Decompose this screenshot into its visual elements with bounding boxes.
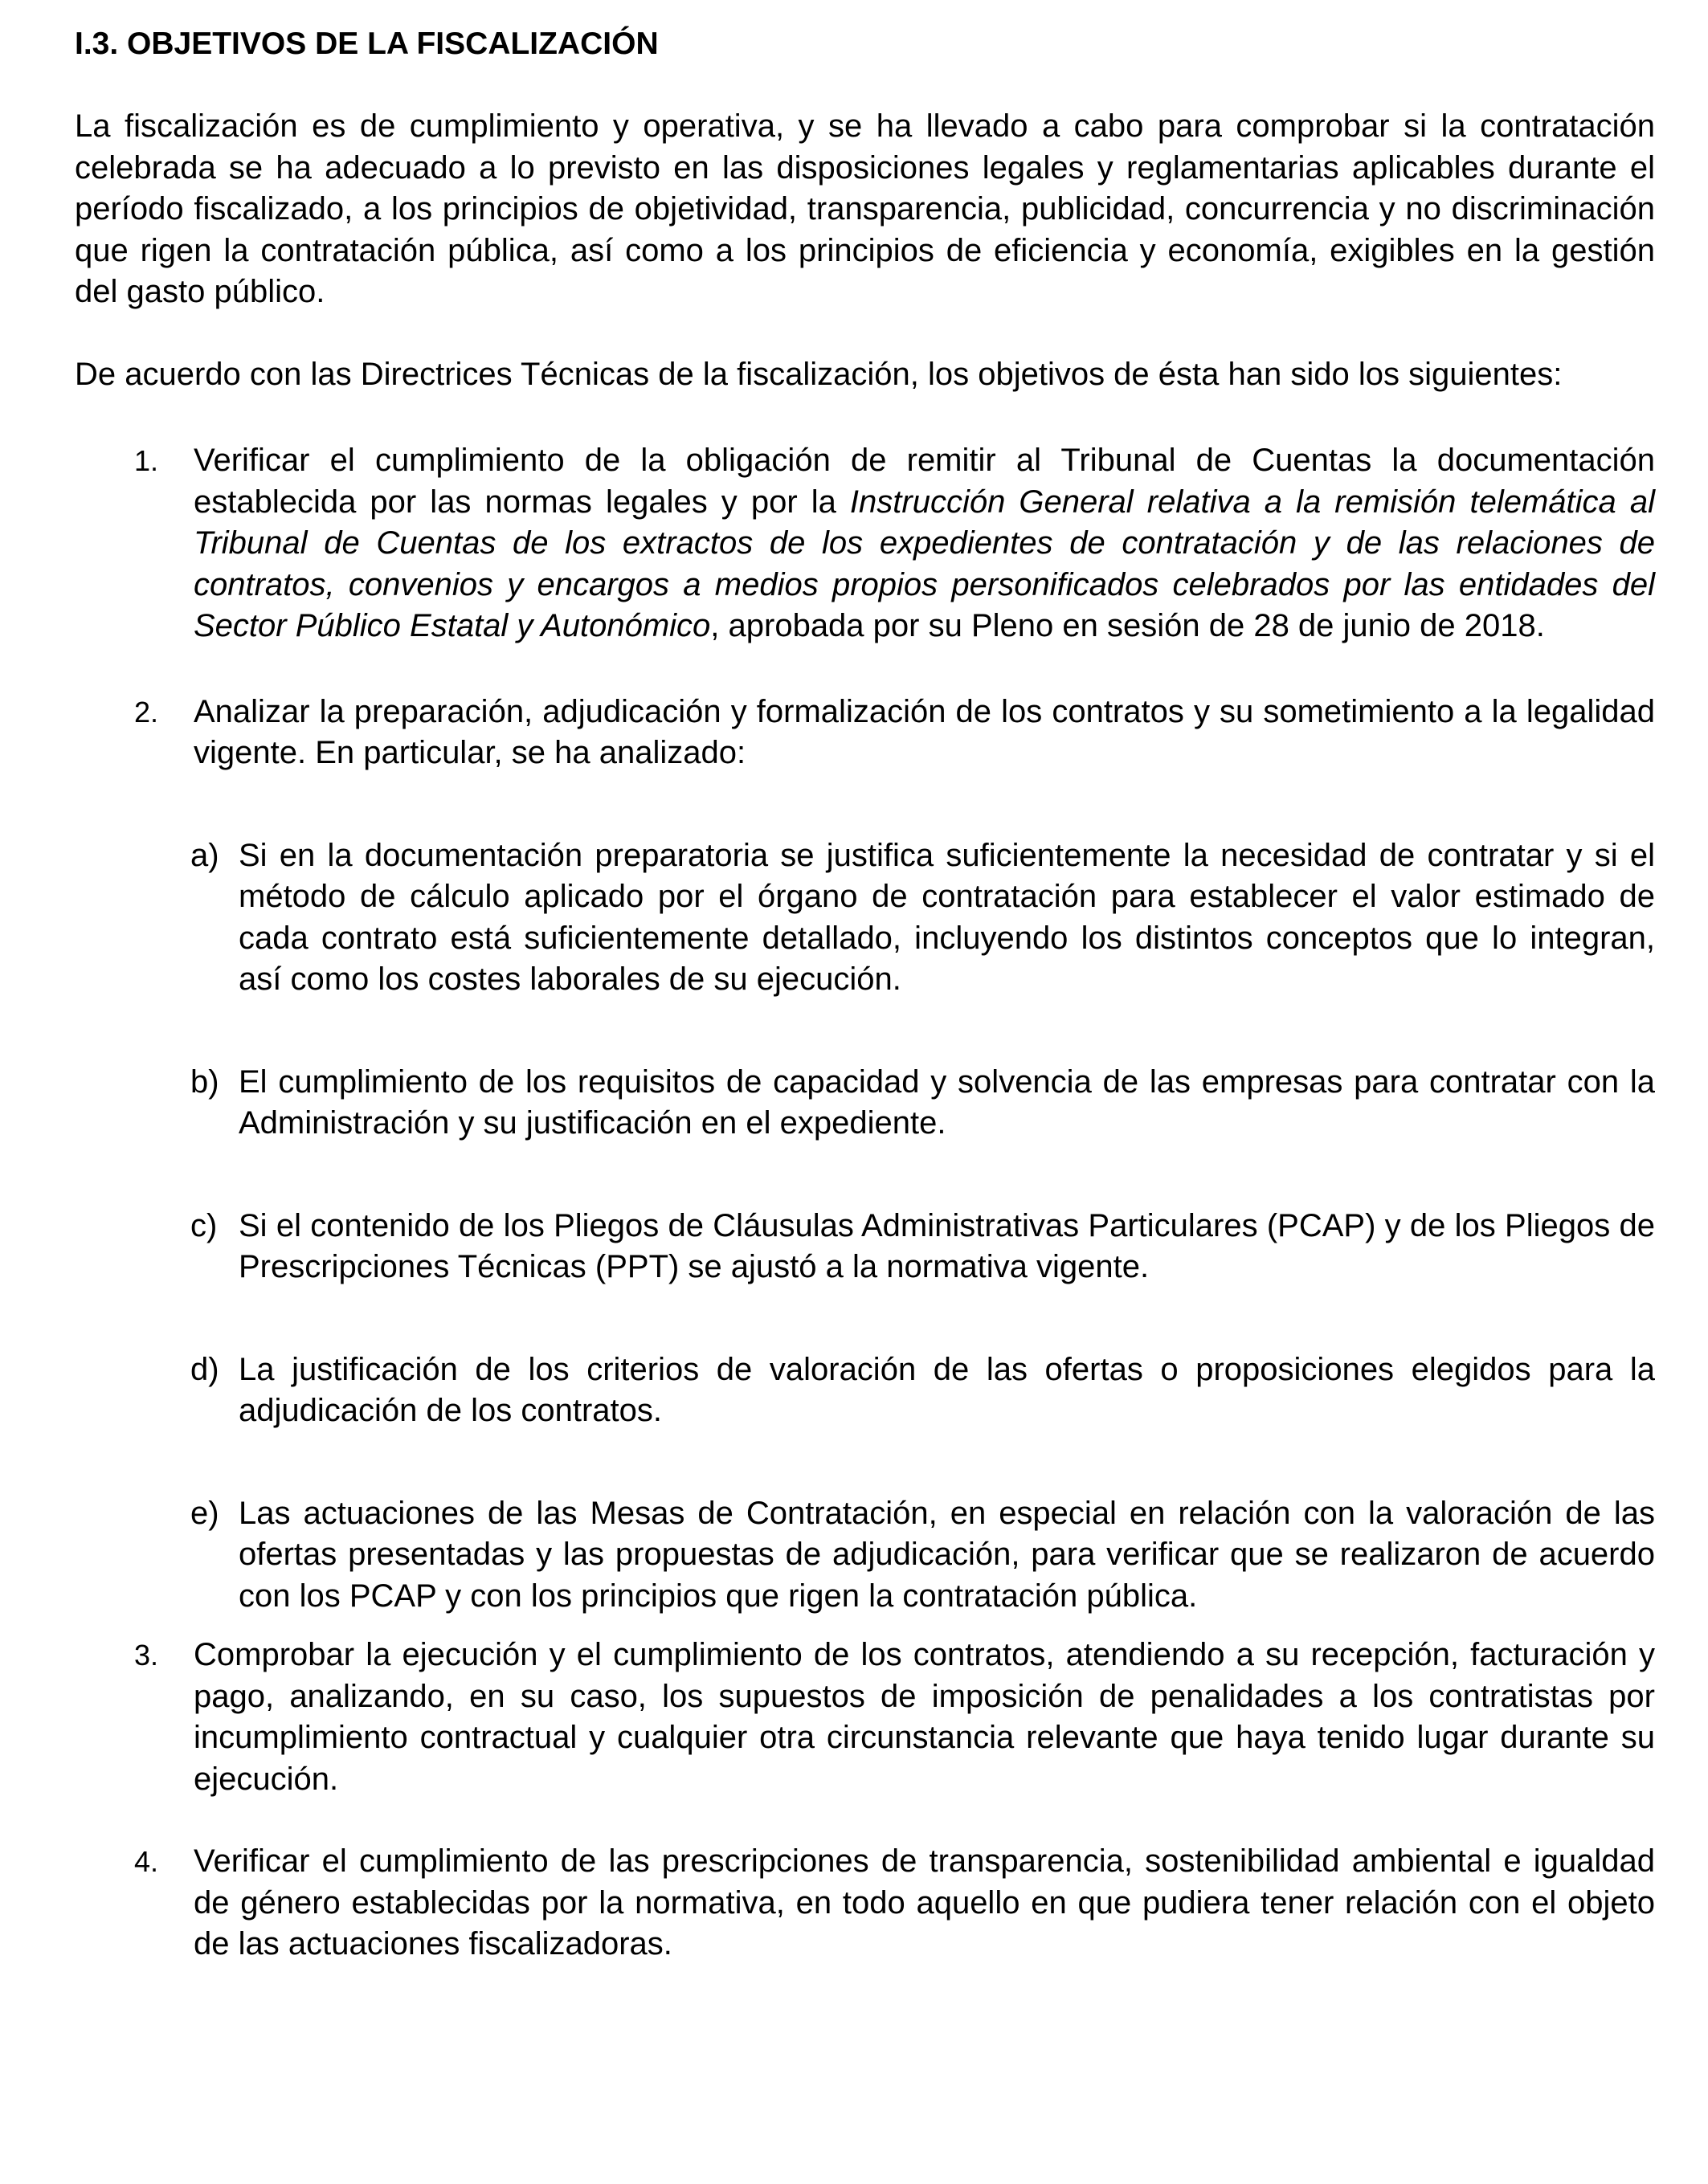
sub-objective-item xyxy=(190,1062,1655,1145)
sub-objective-item xyxy=(190,1206,1655,1288)
sub-objective-text: La justificación de los criterios de valoración de las ofertas o proposiciones elegidos para la adjudicación de los contratos. xyxy=(239,1351,1655,1428)
sub-objective-item xyxy=(190,1493,1655,1618)
intro-paragraph: La fiscalización es de cumplimiento y operativa, y se ha llevado a cabo para comprobar si la contratación celebrada se ha adecuado a lo previsto en las disposiciones legales y reglamentarias aplicables durante el período fiscalizado, a los principios de objetividad, transparencia, publicidad, concurrencia y no discriminación que rigen la contratación pública, así como a los principios de eficiencia y economía, exigibles en la gestión del gasto público. xyxy=(75,108,1655,309)
document-page xyxy=(75,22,1655,1966)
list-number: 2. xyxy=(134,695,159,729)
sub-objective-item xyxy=(190,1349,1655,1432)
objective-item xyxy=(75,1635,1655,1800)
list-letter: c) xyxy=(190,1207,218,1243)
objective-text: Verificar el cumplimiento de las prescripciones de transparencia, sostenibilidad ambiental e igualdad de género establecidas por la normativa, en todo aquello en que pudiera tener relación con el objeto de las actuaciones fiscalizadoras. xyxy=(194,1843,1655,1962)
objective-text: Comprobar la ejecución y el cumplimiento de los contratos, atendiendo a su recepción, facturación y pago, analizando, en su caso, los supuestos de imposición de penalidades a los contratistas por incumplimiento contractual y cualquier otra circunstancia relevante que haya tenido lugar durante su ejecución. xyxy=(194,1637,1655,1797)
list-letter: e) xyxy=(190,1495,219,1531)
section-heading: I.3. OBJETIVOS DE LA FISCALIZACIÓN xyxy=(75,27,659,61)
list-number: 4. xyxy=(134,1845,159,1878)
sub-objectives-list xyxy=(190,835,1655,1618)
sub-objective-text: Si en la documentación preparatoria se justifica suficientemente la necesidad de contratar y si el método de cálculo aplicado por el órgano de contratación para establecer el valor estimado de cada contrato está suficientemente detallado, incluyendo los distintos conceptos que lo integran, así como los costes laborales de su ejecución. xyxy=(239,837,1655,997)
objective-item xyxy=(75,1841,1655,1966)
sub-objective-text: El cumplimiento de los requisitos de capacidad y solvencia de las empresas para contratar con la Administración y su justificación en el expediente. xyxy=(239,1063,1655,1141)
objectives-list xyxy=(75,440,1655,1966)
objective-item xyxy=(75,692,1655,1618)
list-letter: b) xyxy=(190,1063,219,1100)
sub-objective-text: Las actuaciones de las Mesas de Contratación, en especial en relación con la valoración de las ofertas presentadas y las propuestas de adjudicación, para verificar que se realizaron de acuerdo con los PCAP y con los principios que rigen la contratación pública. xyxy=(239,1495,1655,1614)
sub-objective-text: Si el contenido de los Pliegos de Cláusulas Administrativas Particulares (PCAP) y de los Pliegos de Prescripciones Técnicas (PPT) se ajustó a la normativa vigente. xyxy=(239,1207,1655,1284)
objective-text: Verificar el cumplimiento de la obligación de remitir al Tribunal de Cuentas la documentación establecida por las normas legales y por la Instrucción General relativa a la remisión telemática al Tribunal de Cuentas de los extractos de los expedientes de contratación y de las relaciones de contratos, convenios y encargos a medios propios personificados celebrados por las entidades del Sector Público Estatal y Autonómico, aprobada por su Pleno en sesión de 28 de junio de 2018. xyxy=(194,443,1655,643)
list-letter: a) xyxy=(190,837,219,873)
objectives-intro-paragraph: De acuerdo con las Directrices Técnicas de la fiscalización, los objetivos de ésta han sido los siguientes: xyxy=(75,356,1563,392)
instruction-title: Instrucción General relativa a la remisión telemática al Tribunal de Cuentas de los extractos de los expedientes de contratación y de las relaciones de contratos, convenios y encargos a medios propios personificados celebrados por las entidades del Sector Público Estatal y Autonómico xyxy=(194,484,1655,643)
sub-objective-item xyxy=(190,835,1655,1001)
list-letter: d) xyxy=(190,1351,219,1387)
list-number: 1. xyxy=(134,444,159,477)
list-number: 3. xyxy=(134,1639,159,1672)
objective-item xyxy=(75,440,1655,647)
objective-text: Analizar la preparación, adjudicación y formalización de los contratos y su sometimiento a la legalidad vigente. En particular, se ha analizado: xyxy=(194,693,1655,770)
